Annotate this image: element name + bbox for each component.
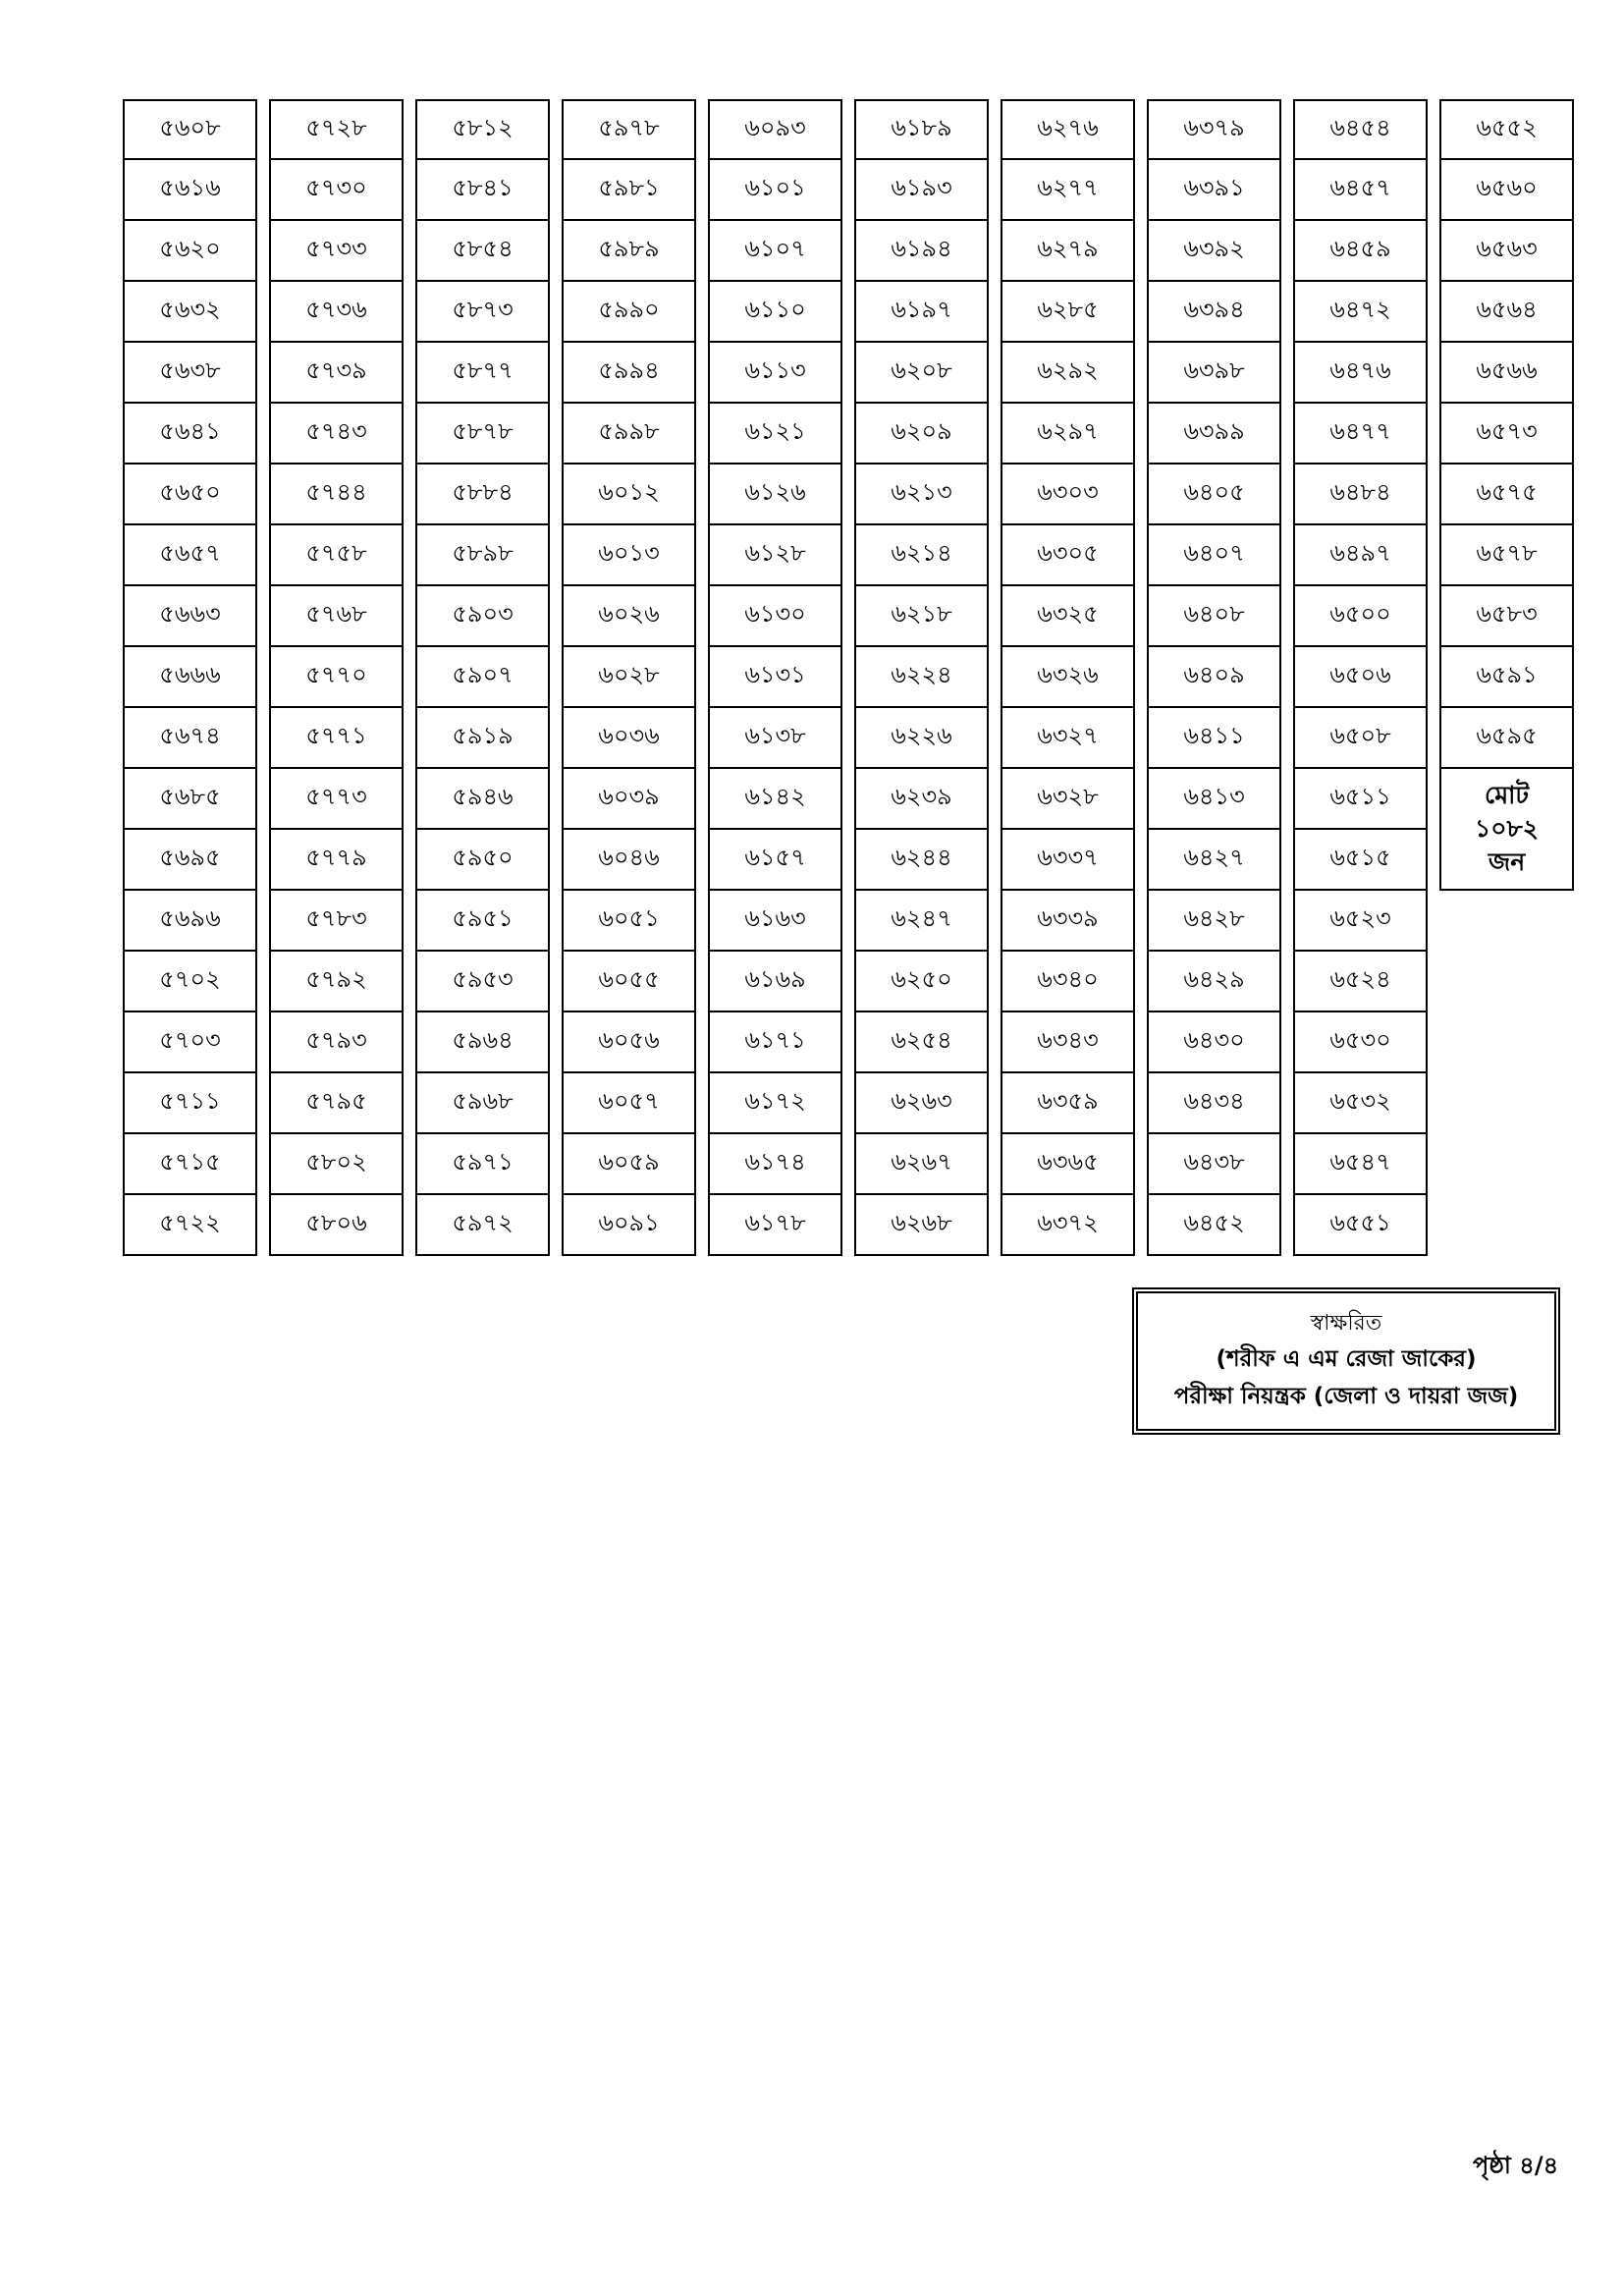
roll-number-cell: ৫৬৩৮ [123, 343, 257, 404]
roll-number-cell: ৫৬৫০ [123, 465, 257, 525]
roll-number-cell: ৫৯৭২ [415, 1195, 550, 1256]
roll-number-cell: ৫৭৪৩ [269, 404, 404, 465]
roll-number-cell: ৫৯৫০ [415, 830, 550, 891]
roll-number-cell: ৬১৪২ [708, 769, 842, 830]
roll-number-cell: ৬৫৮৩ [1439, 586, 1574, 647]
roll-number-cell: ৬২৪৭ [854, 891, 989, 952]
roll-number-cell: ৫৬৫৭ [123, 525, 257, 586]
roll-number-cell: ৬৫৭৫ [1439, 465, 1574, 525]
roll-number-cell: ৬০২৮ [562, 647, 696, 708]
roll-number-cell: ৬১৬৩ [708, 891, 842, 952]
roll-number-cell: ৬৪৯৭ [1293, 525, 1428, 586]
roll-number-cell: ৬৩৯৪ [1147, 282, 1281, 343]
roll-number-cell: ৬১৭১ [708, 1012, 842, 1073]
roll-number-cell: ৬৫৬৬ [1439, 343, 1574, 404]
roll-number-cell: ৬০৫৬ [562, 1012, 696, 1073]
total-cell [1439, 769, 1574, 891]
roll-number-cell: ৬৪১৩ [1147, 769, 1281, 830]
roll-number-cell: ৬৫৬৪ [1439, 282, 1574, 343]
roll-number-cell: ৬৫৩০ [1293, 1012, 1428, 1073]
roll-number-cell: ৬৩৩৯ [1001, 891, 1135, 952]
total-label: মোট [1485, 781, 1529, 809]
roll-number-cell: ৬০৫৫ [562, 952, 696, 1012]
signature-box [1132, 1287, 1560, 1435]
roll-number-cell: ৫৭৪৪ [269, 465, 404, 525]
roll-number-cell: ৬২৯৭ [1001, 404, 1135, 465]
roll-number-cell: ৫৭৭১ [269, 708, 404, 769]
roll-number-cell: ৫৬৮৫ [123, 769, 257, 830]
roll-number-cell: ৫৭৯৩ [269, 1012, 404, 1073]
roll-number-cell: ৬২৭৬ [1001, 99, 1135, 160]
roll-number-cell: ৬৫৯৫ [1439, 708, 1574, 769]
roll-number-cell: ৫৯১৯ [415, 708, 550, 769]
roll-number-cell: ৫৭৩৯ [269, 343, 404, 404]
roll-number-cell: ৫৮০৬ [269, 1195, 404, 1256]
roll-number-cell: ৬২৭৯ [1001, 221, 1135, 282]
roll-number-cell: ৫৯৯০ [562, 282, 696, 343]
roll-number-cell: ৬০১৩ [562, 525, 696, 586]
roll-number-cell: ৬১৩১ [708, 647, 842, 708]
roll-number-cell: ৫৬৬৩ [123, 586, 257, 647]
roll-number-cell: ৫৯৮৯ [562, 221, 696, 282]
roll-number-cell: ৫৭৭৯ [269, 830, 404, 891]
roll-number-cell: ৬৫৬০ [1439, 160, 1574, 221]
roll-number-cell: ৫৭৯২ [269, 952, 404, 1012]
roll-column [123, 99, 257, 1256]
roll-number-cell: ৬২৬৭ [854, 1134, 989, 1195]
roll-number-cell: ৬২৭৭ [1001, 160, 1135, 221]
roll-number-cell: ৬১০১ [708, 160, 842, 221]
roll-number-cell: ৬৫৬৩ [1439, 221, 1574, 282]
roll-number-cell: ৬০১২ [562, 465, 696, 525]
roll-number-cell: ৬৩৯২ [1147, 221, 1281, 282]
roll-number-cell: ৬৫৪৭ [1293, 1134, 1428, 1195]
signature-status: স্বাক্ষরিত [1310, 1311, 1382, 1336]
roll-number-cell: ৬৫০৮ [1293, 708, 1428, 769]
roll-number-cell: ৫৯৯৪ [562, 343, 696, 404]
roll-number-cell: ৫৭৭০ [269, 647, 404, 708]
roll-number-cell: ৬২৬৩ [854, 1073, 989, 1134]
roll-column [1147, 99, 1281, 1256]
signatory-designation: পরীক্ষা নিয়ন্ত্রক (জেলা ও দায়রা জজ) [1173, 1384, 1519, 1409]
roll-number-cell: ৬১২৬ [708, 465, 842, 525]
roll-number-cell: ৫৬৪১ [123, 404, 257, 465]
roll-number-cell: ৬৫৫২ [1439, 99, 1574, 160]
roll-number-cell: ৬৫১১ [1293, 769, 1428, 830]
roll-number-cell: ৫৭১৫ [123, 1134, 257, 1195]
roll-number-cell: ৫৯৯৮ [562, 404, 696, 465]
roll-number-cell: ৫৭৩৩ [269, 221, 404, 282]
total-count: ১০৮২ [1475, 814, 1539, 843]
roll-number-cell: ৫৮০২ [269, 1134, 404, 1195]
roll-number-cell: ৫৯০৭ [415, 647, 550, 708]
roll-column [1293, 99, 1428, 1256]
roll-number-cell: ৫৮৫৪ [415, 221, 550, 282]
roll-number-cell: ৫৬৩২ [123, 282, 257, 343]
roll-number-cell: ৬২৪৪ [854, 830, 989, 891]
roll-number-cell: ৬৫১৫ [1293, 830, 1428, 891]
roll-number-cell: ৬১৯৪ [854, 221, 989, 282]
roll-number-cell: ৬৫৩২ [1293, 1073, 1428, 1134]
roll-number-cell: ৬৪৭৭ [1293, 404, 1428, 465]
roll-number-cell: ৬২৫৪ [854, 1012, 989, 1073]
roll-number-cell: ৫৭৬৮ [269, 586, 404, 647]
roll-number-cell: ৬৩৪৩ [1001, 1012, 1135, 1073]
roll-number-cell: ৬০৫৯ [562, 1134, 696, 1195]
roll-number-cell: ৫৬৭৪ [123, 708, 257, 769]
roll-number-cell: ৬১২৮ [708, 525, 842, 586]
roll-number-cell: ৬২০৮ [854, 343, 989, 404]
roll-number-cell: ৫৬০৮ [123, 99, 257, 160]
roll-number-cell: ৫৮৭৮ [415, 404, 550, 465]
roll-number-cell: ৬৪৩৮ [1147, 1134, 1281, 1195]
roll-number-cell: ৬৪৫৭ [1293, 160, 1428, 221]
roll-number-cell: ৬৪১১ [1147, 708, 1281, 769]
roll-number-cell: ৫৭৫৮ [269, 525, 404, 586]
roll-number-cell: ৬২১৮ [854, 586, 989, 647]
roll-number-cell: ৬১৯৭ [854, 282, 989, 343]
roll-number-cell: ৬১১৩ [708, 343, 842, 404]
roll-number-cell: ৬৪৫৪ [1293, 99, 1428, 160]
roll-number-cell: ৬৪৫২ [1147, 1195, 1281, 1256]
roll-number-cell: ৬৫৭৮ [1439, 525, 1574, 586]
roll-number-cell: ৬০৯১ [562, 1195, 696, 1256]
roll-number-cell: ৬১৭৪ [708, 1134, 842, 1195]
roll-number-cell: ৬৪৮৪ [1293, 465, 1428, 525]
roll-number-cell: ৬২১৪ [854, 525, 989, 586]
roll-number-cell: ৬১৭২ [708, 1073, 842, 1134]
roll-number-cell: ৫৯৬৪ [415, 1012, 550, 1073]
roll-number-cell: ৬৩২৬ [1001, 647, 1135, 708]
roll-number-cell: ৫৯৮১ [562, 160, 696, 221]
roll-number-cell: ৫৮৪১ [415, 160, 550, 221]
roll-number-cell: ৫৭৯৫ [269, 1073, 404, 1134]
roll-number-cell: ৬২১৩ [854, 465, 989, 525]
page-number: পৃষ্ঠা ৪/৪ [1473, 2152, 1559, 2179]
roll-number-cell: ৬৩৩৭ [1001, 830, 1135, 891]
roll-number-cell: ৬১৩০ [708, 586, 842, 647]
roll-number-cell: ৬৪০৭ [1147, 525, 1281, 586]
roll-number-cell: ৫৬১৬ [123, 160, 257, 221]
roll-number-cell: ৫৬৯৬ [123, 891, 257, 952]
roll-number-cell: ৫৭১১ [123, 1073, 257, 1134]
roll-number-cell: ৬৩৪০ [1001, 952, 1135, 1012]
roll-number-cell: ৬১৭৮ [708, 1195, 842, 1256]
roll-number-cell: ৬৪৩৪ [1147, 1073, 1281, 1134]
roll-number-cell: ৬৩২৮ [1001, 769, 1135, 830]
roll-number-cell: ৬১৩৮ [708, 708, 842, 769]
roll-number-cell: ৬৪২৯ [1147, 952, 1281, 1012]
roll-number-cell: ৫৯৬৮ [415, 1073, 550, 1134]
roll-number-cell: ৬৪২৭ [1147, 830, 1281, 891]
roll-number-cell: ৬৪৭৬ [1293, 343, 1428, 404]
roll-number-cell: ৬০২৬ [562, 586, 696, 647]
roll-number-cell: ৫৭২২ [123, 1195, 257, 1256]
roll-number-cell: ৫৬৬৬ [123, 647, 257, 708]
roll-number-cell: ৫৯৪৬ [415, 769, 550, 830]
roll-number-cell: ৬১৬৯ [708, 952, 842, 1012]
roll-number-cell: ৫৮৭৩ [415, 282, 550, 343]
roll-number-cell: ৫৯৫১ [415, 891, 550, 952]
roll-number-cell: ৬১১০ [708, 282, 842, 343]
roll-number-cell: ৫৭৩৬ [269, 282, 404, 343]
roll-number-cell: ৬২৬৮ [854, 1195, 989, 1256]
roll-number-cell: ৫৯৫৩ [415, 952, 550, 1012]
total-unit: জন [1488, 847, 1526, 876]
roll-number-cell: ৬৫০৬ [1293, 647, 1428, 708]
roll-column [708, 99, 842, 1256]
roll-column [854, 99, 989, 1256]
roll-number-cell: ৬৪০৯ [1147, 647, 1281, 708]
roll-number-cell: ৬৫৭৩ [1439, 404, 1574, 465]
roll-number-cell: ৬৪০৮ [1147, 586, 1281, 647]
roll-number-cell: ৫৭৩০ [269, 160, 404, 221]
roll-number-cell: ৬৩০৩ [1001, 465, 1135, 525]
roll-number-cell: ৬৩৯১ [1147, 160, 1281, 221]
roll-number-cell: ৫৮১২ [415, 99, 550, 160]
roll-number-cell: ৬০৫৭ [562, 1073, 696, 1134]
roll-number-cell: ৬৩২৫ [1001, 586, 1135, 647]
roll-column [562, 99, 696, 1256]
signatory-name: (শরীফ এ এম রেজা জাকের) [1216, 1346, 1477, 1372]
roll-column [1439, 99, 1574, 891]
roll-number-cell: ৫৭৭৩ [269, 769, 404, 830]
roll-number-cell: ৬২০৯ [854, 404, 989, 465]
roll-number-cell: ৫৯০৩ [415, 586, 550, 647]
roll-number-cell: ৬১০৭ [708, 221, 842, 282]
roll-number-cell: ৫৭৮৩ [269, 891, 404, 952]
roll-number-cell: ৬৪৩০ [1147, 1012, 1281, 1073]
roll-number-cell: ৬৫৫১ [1293, 1195, 1428, 1256]
roll-number-cell: ৬৫০০ [1293, 586, 1428, 647]
roll-number-cell: ৫৮৯৮ [415, 525, 550, 586]
roll-number-cell: ৬১৫৭ [708, 830, 842, 891]
roll-number-cell: ৬২২৪ [854, 647, 989, 708]
roll-number-cell: ৫৭০২ [123, 952, 257, 1012]
roll-number-cell: ৬৩৭৯ [1147, 99, 1281, 160]
roll-number-cell: ৬৩৬৫ [1001, 1134, 1135, 1195]
roll-number-cell: ৬৫৯১ [1439, 647, 1574, 708]
roll-number-cell: ৫৬২০ [123, 221, 257, 282]
roll-number-cell: ৬২৯২ [1001, 343, 1135, 404]
roll-number-cell: ৬৪০৫ [1147, 465, 1281, 525]
roll-number-cell: ৬৫২৪ [1293, 952, 1428, 1012]
roll-number-cell: ৬৪৫৯ [1293, 221, 1428, 282]
roll-number-cell: ৬০৪৬ [562, 830, 696, 891]
roll-number-cell: ৫৯৭৮ [562, 99, 696, 160]
roll-number-cell: ৬৩৫৯ [1001, 1073, 1135, 1134]
roll-column [1001, 99, 1135, 1256]
roll-number-cell: ৬৪২৮ [1147, 891, 1281, 952]
roll-number-cell: ৬১২১ [708, 404, 842, 465]
roll-number-cell: ৬১৮৯ [854, 99, 989, 160]
roll-number-cell: ৫৭০৩ [123, 1012, 257, 1073]
roll-number-cell: ৬২৩৯ [854, 769, 989, 830]
roll-number-cell: ৬৩৭২ [1001, 1195, 1135, 1256]
roll-number-cell: ৫৭২৮ [269, 99, 404, 160]
roll-number-cell: ৬০৫১ [562, 891, 696, 952]
roll-column [269, 99, 404, 1256]
roll-number-cell: ৬৩৯৮ [1147, 343, 1281, 404]
roll-number-cell: ৬০৯৩ [708, 99, 842, 160]
roll-number-cell: ৬৩০৫ [1001, 525, 1135, 586]
roll-number-cell: ৬০৩৬ [562, 708, 696, 769]
roll-column [415, 99, 550, 1256]
roll-number-cell: ৬৫২৩ [1293, 891, 1428, 952]
roll-number-cell: ৬৪৭২ [1293, 282, 1428, 343]
roll-number-cell: ৬২৫০ [854, 952, 989, 1012]
roll-number-cell: ৫৬৯৫ [123, 830, 257, 891]
roll-number-cell: ৬৩৯৯ [1147, 404, 1281, 465]
roll-number-cell: ৬২২৬ [854, 708, 989, 769]
roll-number-cell: ৬১৯৩ [854, 160, 989, 221]
roll-number-cell: ৬২৮৫ [1001, 282, 1135, 343]
roll-number-cell: ৫৮৭৭ [415, 343, 550, 404]
roll-number-cell: ৬৩২৭ [1001, 708, 1135, 769]
roll-number-cell: ৫৮৮৪ [415, 465, 550, 525]
roll-number-cell: ৬০৩৯ [562, 769, 696, 830]
roll-number-cell: ৫৯৭১ [415, 1134, 550, 1195]
